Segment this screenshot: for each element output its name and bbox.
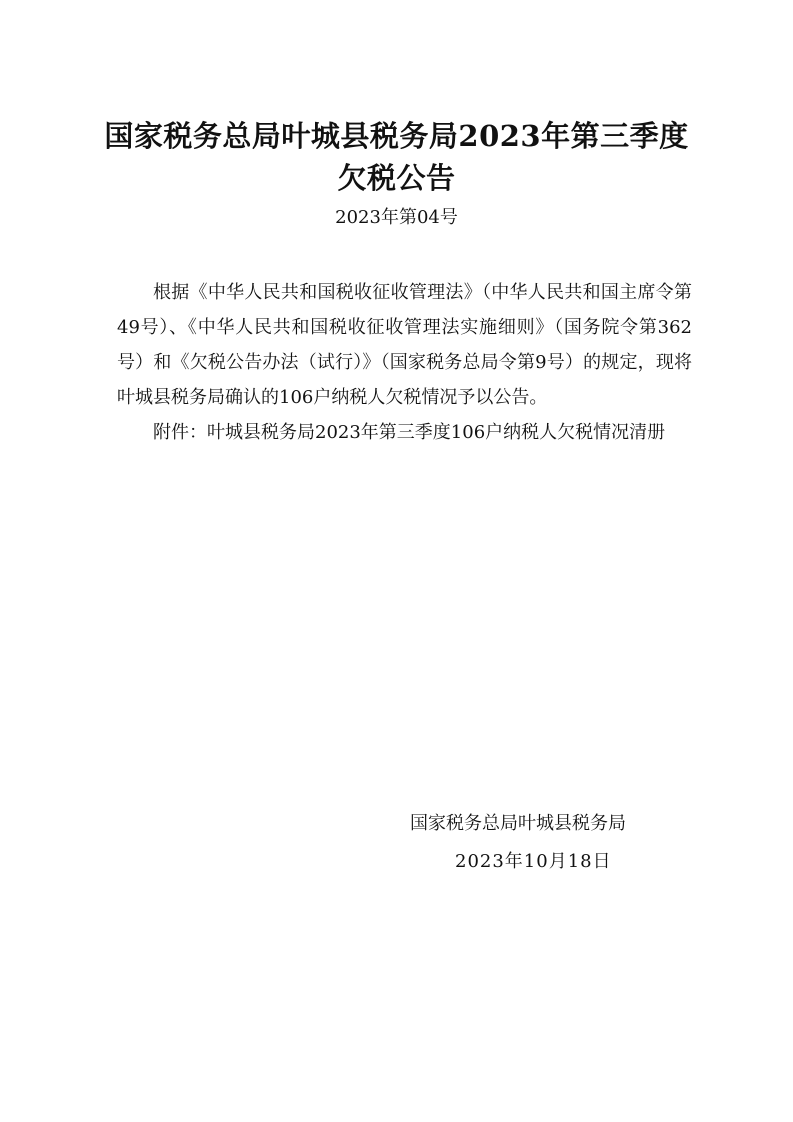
- body-paragraph: 根据《中华人民共和国税收征收管理法》（中华人民共和国主席令第49号）、《中华人民共和国税收征收管理法实施细则》（国务院令第362号）和《欠税公告办法（试行）》（国家税务总局令第9号）的规定，现将叶城县税务局确认的106户纳税人欠税情况予以公告。: [117, 282, 692, 408]
- signature-date: 2023年10月18日: [455, 851, 612, 872]
- document-number: 2023年第04号: [335, 207, 458, 228]
- title-line-2: 欠税公告: [337, 161, 456, 195]
- attachment-paragraph: 附件：叶城县税务局2023年第三季度106户纳税人欠税情况清册: [153, 422, 666, 443]
- announcement-body: [117, 275, 692, 450]
- title-line-1: 国家税务总局叶城县税务局2023年第三季度: [104, 119, 689, 153]
- signature-organization: 国家税务总局叶城县税务局: [410, 813, 626, 834]
